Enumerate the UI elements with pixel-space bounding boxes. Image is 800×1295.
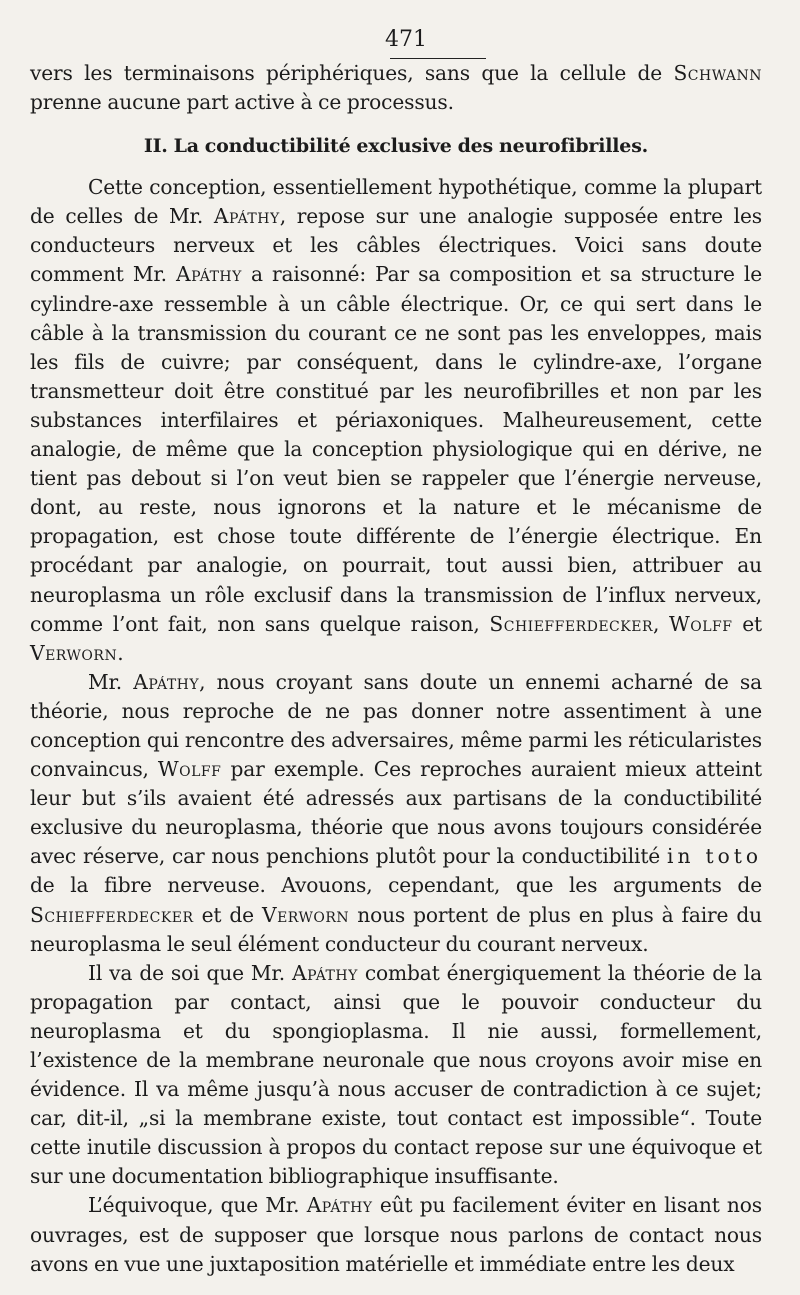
page-number: 471 [385, 27, 427, 52]
body-text [30, 59, 762, 1279]
author-name: Apáthy [306, 1193, 373, 1218]
author-name: Wolff [669, 611, 733, 636]
intro-paragraph: vers les terminaisons périphériques, sans que la cellule de Schwann prenne aucune part active à ce processus. [30, 61, 762, 115]
paragraph-3: Il va de soi que Mr. Apáthy combat énergiquement la théorie de la propagation par contact, ainsi que le pouvoir conducteur du neuroplasma et du spongioplasma. Il nie aussi, formellement, l’existence de la membrane neuronale que nous croyons avoir mise en évidence. Il va même jusqu’à nous accuser de contradiction à ce sujet; car, dit-il, „si la membrane existe, tout contact est impossible“. Toute cette inutile discussion à propos du contact repose sur une équivoque et sur une documentation bibliographique insuffisante. [30, 960, 762, 1189]
paragraph-4: L’équivoque, que Mr. Apáthy eût pu facilement éviter en lisant nos ouvrages, est de supposer que lorsque nous parlons de contact nous avons en vue une juxtaposition matérielle et immédiate entre les deux [30, 1193, 762, 1276]
author-name: Schiefferdecker [489, 611, 653, 636]
author-name: Apáthy [213, 204, 280, 229]
author-name: Verworn [261, 902, 350, 927]
paragraph-1: Cette conception, essentiellement hypothétique, comme la plupart de celles de Mr. Apáthy, repose sur une analogie supposée entre les conducteurs nerveux et les câbles électriques. Voici sans doute comment Mr. Apáthy a raisonné: Par sa composition et sa structure le cylindre-axe ressemble à un câble électrique. Or, ce qui sert dans le câble à la transmission du courant ce ne sont pas les enveloppes, mais les fils de cuivre; par conséquent, dans le cylindre-axe, l’organe transmetteur doit être constitué par les neurofibrilles et non par les substances interfilaires et périaxoniques. Malheureusement, cette analogie, de même que la conception physiologique qui en dérive, ne tient pas debout si l’on veut bien se rappeler que l’énergie nerveuse, dont, au reste, nous ignorons et la nature et le mécanisme de propagation, est chose toute différente de l’énergie électrique. En procédant par analogie, on pourrait, tout aussi bien, attribuer au neuroplasma un rôle exclusif dans la transmission de l’influx nerveux, comme l’ont fait, non sans quelque raison, Schiefferdecker, Wolff et Verworn. [30, 175, 763, 665]
paragraph-2: Mr. Apáthy, nous croyant sans doute un ennemi acharné de sa théorie, nous reproche de ne pas donner notre assentiment à une conception qui rencontre des adversaires, même parmi les réticularistes convaincus, Wolff par exemple. Ces reproches auraient mieux atteint leur but s’ils avaient été adressés aux partisans de la conductibilité exclusive du neuroplasma, théorie que nous avons toujours considérée avec réserve, car nous penchions plutôt pour la conductibilité in toto de la fibre nerveuse. Avouons, cependant, que les arguments de Schiefferdecker et de Verworn nous portent de plus en plus à faire du neuroplasma le seul élément conducteur du courant nerveux. [30, 669, 763, 956]
author-name: Schwann [673, 61, 762, 85]
author-name: Apáthy [292, 960, 358, 985]
author-name: Apáthy [176, 262, 242, 287]
section-heading: II. La conductibilité exclusive des neurofibrilles. [143, 135, 649, 158]
author-name: Verworn [30, 640, 118, 665]
author-name: Wolff [157, 757, 222, 782]
spaced-phrase: in toto [666, 844, 762, 869]
author-name: Apáthy [133, 669, 200, 694]
author-name: Schiefferdecker [30, 902, 194, 927]
